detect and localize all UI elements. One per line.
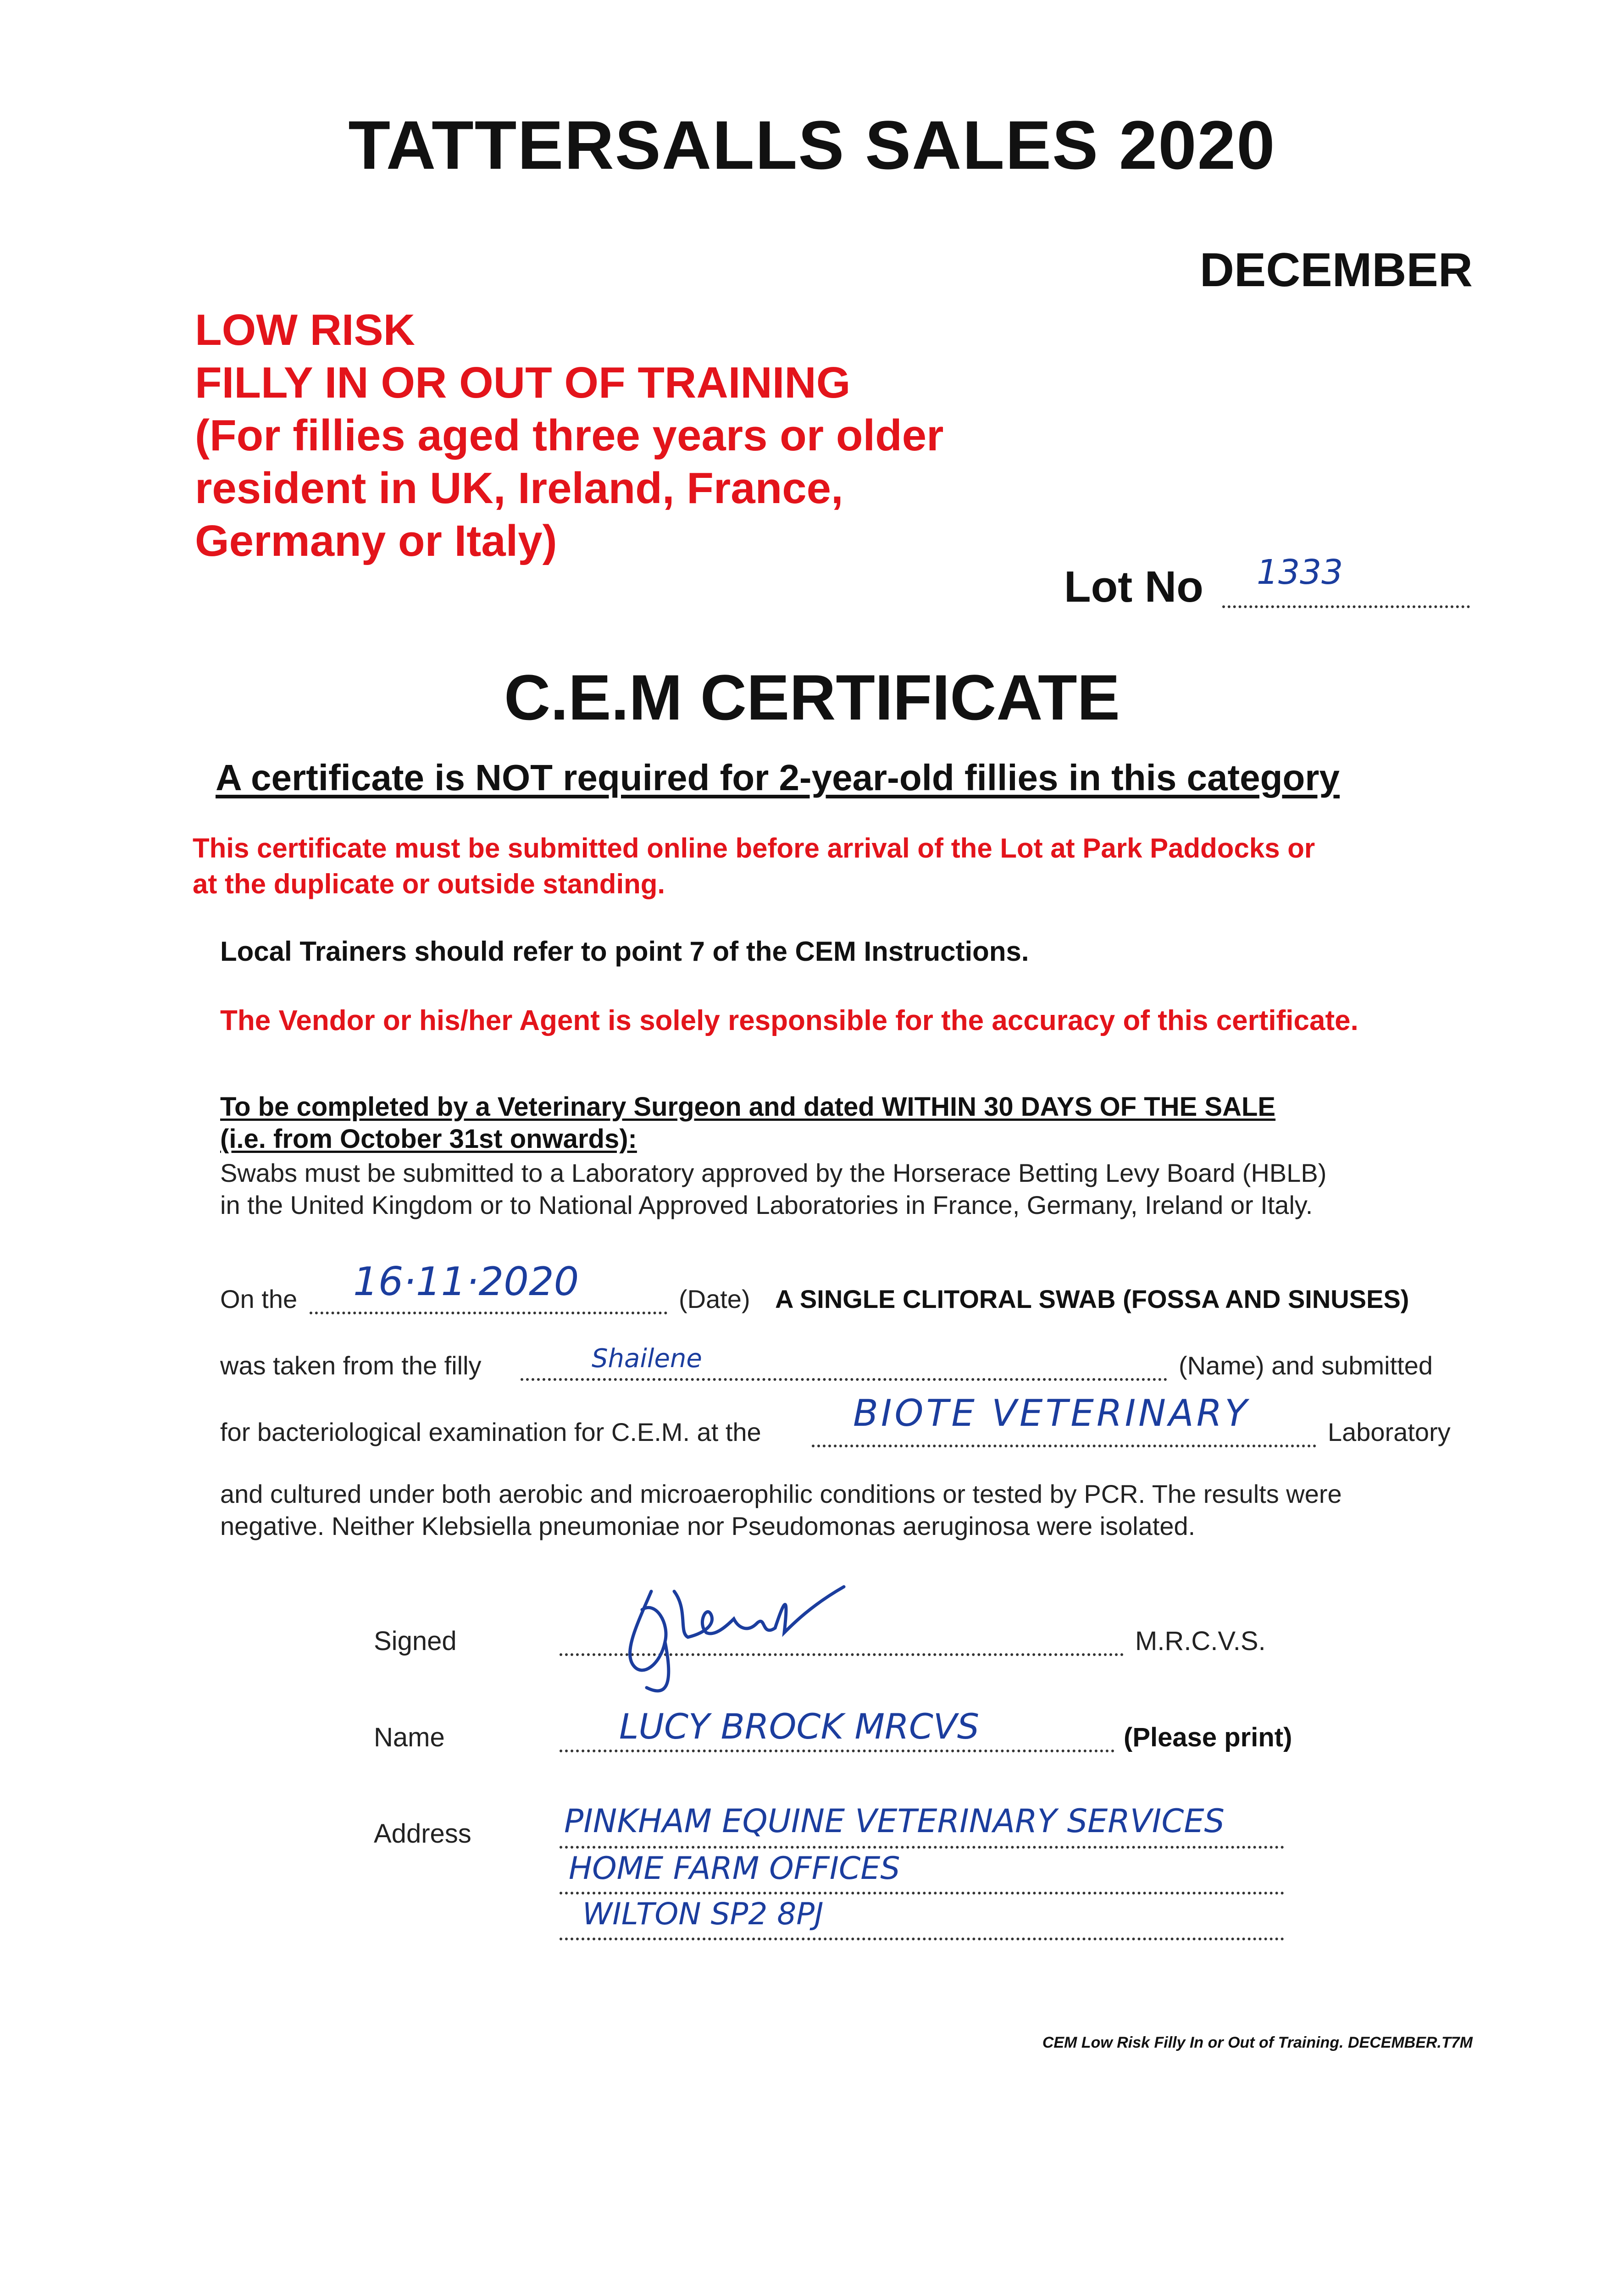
not-required-notice: A certificate is NOT required for 2-year-old fillies in this category <box>216 757 1340 798</box>
date-label: (Date) <box>679 1285 750 1313</box>
category-line-4: resident in UK, Ireland, France, <box>195 464 843 513</box>
category-line-5: Germany or Italy) <box>195 516 557 565</box>
address-dotted-line-3 <box>560 1938 1284 1940</box>
vendor-responsibility-note: The Vendor or his/her Agent is solely responsible for the accuracy of this certificate. <box>220 1005 1358 1036</box>
name-submitted-label: (Name) and submitted <box>1179 1351 1433 1380</box>
address-line-1: PINKHAM EQUINE VETERINARY SERVICES <box>564 1802 1225 1840</box>
filly-name-dotted-line <box>521 1378 1167 1381</box>
swabs-text-line-1: Swabs must be submitted to a Laboratory approved by the Horserace Betting Levy Board (HBLB) <box>220 1158 1327 1187</box>
vet-name-value: LUCY BROCK MRCVS <box>619 1706 980 1747</box>
lot-number-dotted-line <box>1222 605 1470 608</box>
laboratory-value: BIOTE VETERINARY <box>853 1392 1250 1435</box>
signature-mark <box>596 1573 853 1701</box>
lot-number-value: 1333 <box>1257 553 1343 592</box>
signed-label: Signed <box>374 1626 457 1656</box>
address-dotted-line-2 <box>560 1892 1284 1894</box>
category-line-2: FILLY IN OR OUT OF TRAINING <box>195 358 851 407</box>
address-label: Address <box>374 1819 471 1849</box>
submission-notice-line-2: at the duplicate or outside standing. <box>193 869 665 899</box>
please-print-label: (Please print) <box>1124 1723 1292 1752</box>
bacteriological-label: for bacteriological examination for C.E.M. at the <box>220 1418 761 1446</box>
instructions-heading-line-1: To be completed by a Veterinary Surgeon and dated WITHIN 30 DAYS OF THE SALE <box>220 1092 1276 1122</box>
submission-notice-line-1: This certificate must be submitted online before arrival of the Lot at Park Paddocks or <box>193 833 1315 864</box>
address-line-2: HOME FARM OFFICES <box>569 1850 900 1887</box>
address-dotted-line-1 <box>560 1846 1284 1849</box>
instructions-heading-line-2: (i.e. from October 31st onwards): <box>220 1124 637 1154</box>
laboratory-label: Laboratory <box>1328 1418 1451 1446</box>
name-label: Name <box>374 1723 445 1752</box>
address-line-3: WILTON SP2 8PJ <box>582 1896 824 1932</box>
swab-description: A SINGLE CLITORAL SWAB (FOSSA AND SINUSES) <box>775 1285 1409 1313</box>
date-value: 16·11·2020 <box>353 1259 579 1305</box>
mrcvs-label: M.R.C.V.S. <box>1135 1626 1266 1656</box>
date-dotted-line <box>310 1312 667 1314</box>
taken-from-label: was taken from the filly <box>220 1351 482 1380</box>
category-line-3: (For fillies aged three years or older <box>195 411 944 460</box>
cultured-text-line-1: and cultured under both aerobic and microaerophilic conditions or tested by PCR. The results were <box>220 1479 1342 1508</box>
cultured-text-line-2: negative. Neither Klebsiella pneumoniae nor Pseudomonas aeruginosa were isolated. <box>220 1512 1196 1540</box>
sale-month: DECEMBER <box>1199 244 1473 297</box>
category-line-1: LOW RISK <box>195 305 415 354</box>
swabs-text-line-2: in the United Kingdom or to National Approved Laboratories in France, Germany, Ireland or Italy. <box>220 1191 1313 1219</box>
filly-name-value: Shailene <box>592 1344 702 1374</box>
on-the-label: On the <box>220 1285 298 1313</box>
footer-reference-note: CEM Low Risk Filly In or Out of Training. DECEMBER.T7M <box>1042 2034 1473 2051</box>
local-trainers-note: Local Trainers should refer to point 7 of the CEM Instructions. <box>220 936 1029 967</box>
certificate-title: C.E.M CERTIFICATE <box>504 661 1120 733</box>
name-dotted-line <box>560 1750 1114 1752</box>
page-title: TATTERSALLS SALES 2020 <box>348 106 1276 183</box>
laboratory-dotted-line <box>812 1445 1316 1447</box>
lot-number-label: Lot No <box>1064 562 1203 611</box>
